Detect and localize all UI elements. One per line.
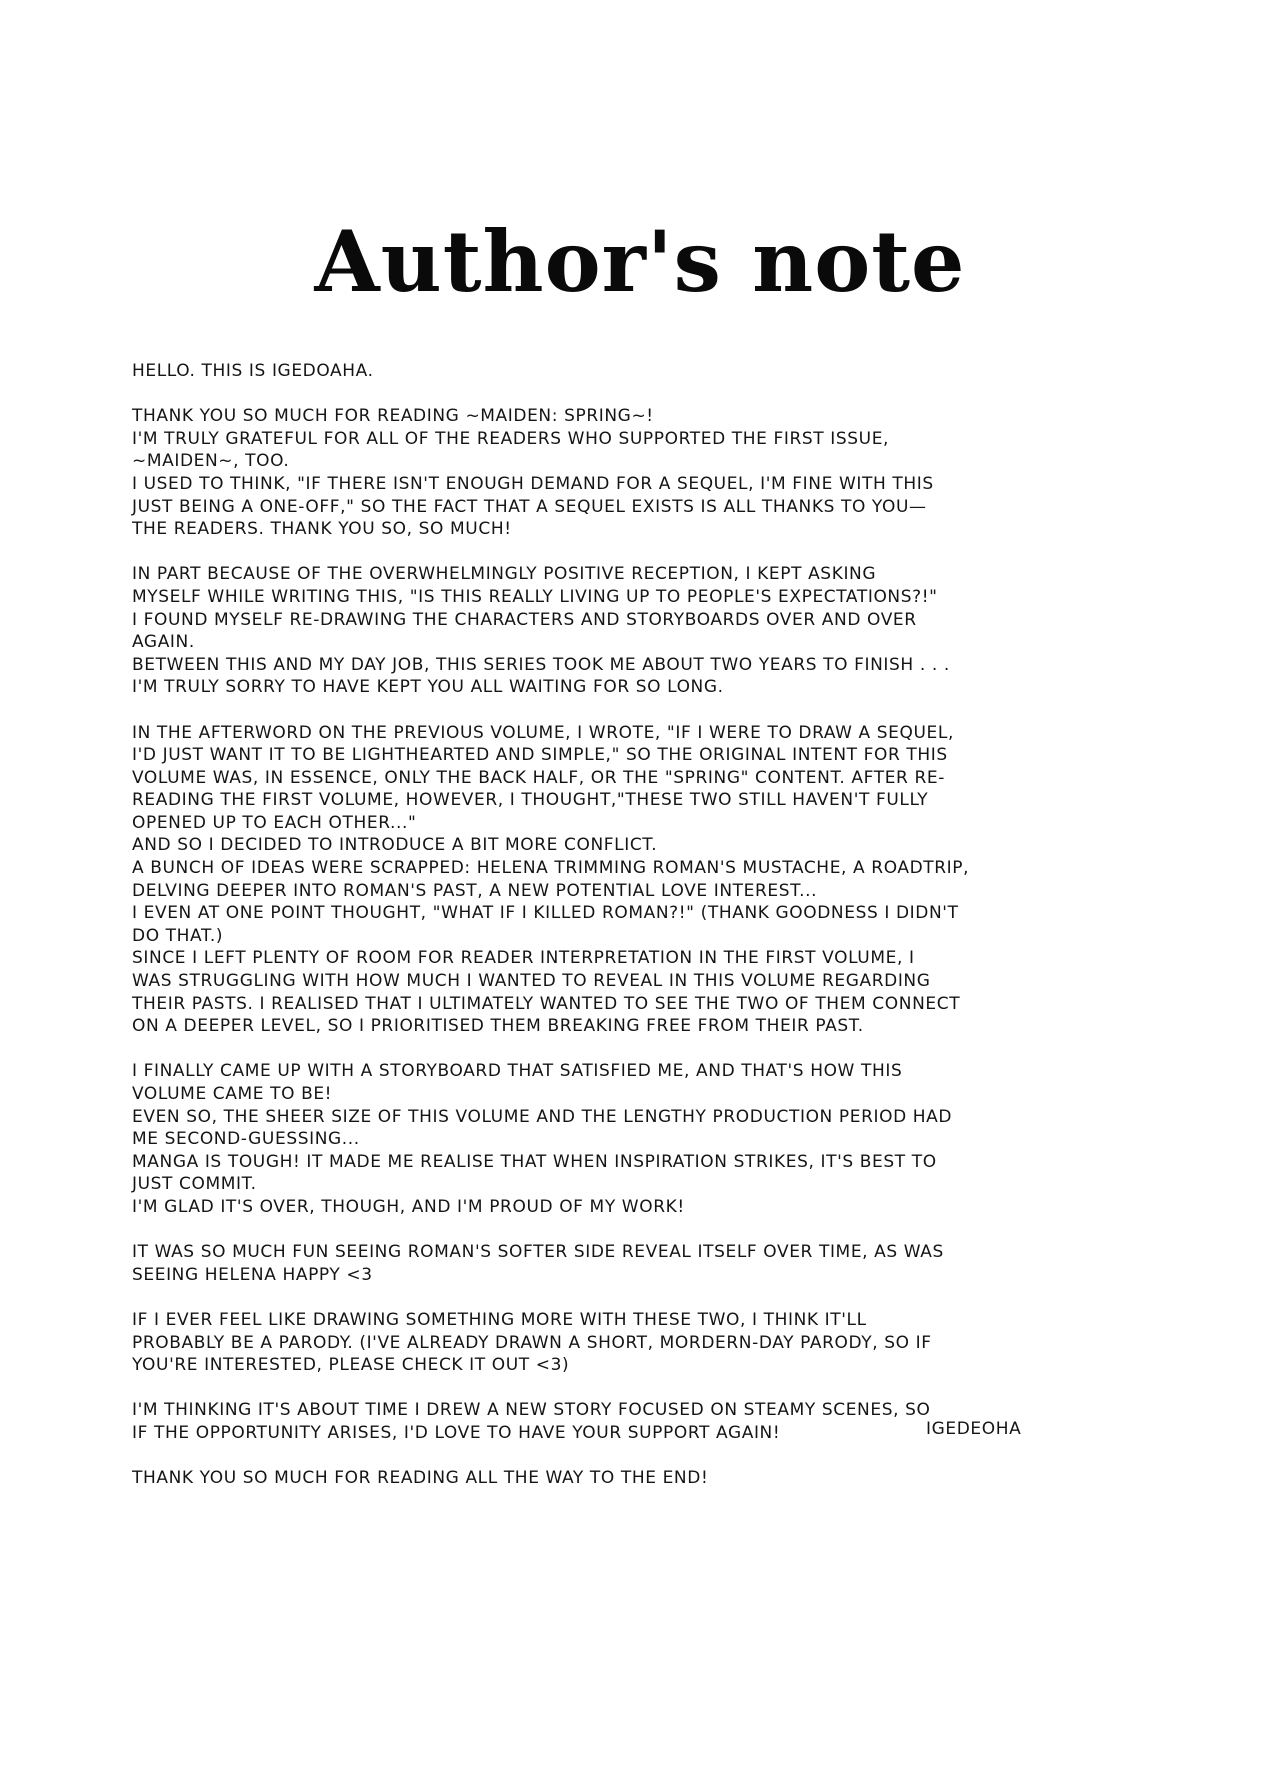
text-line: THANK YOU SO MUCH FOR READING ~MAIDEN: SPRING~!: [132, 406, 654, 427]
text-line: THANK YOU SO MUCH FOR READING ALL THE WAY TO THE END!: [132, 1468, 709, 1489]
paragraph: [132, 1060, 1132, 1218]
author-signature: IGEDEOHA: [926, 1419, 1022, 1439]
text-line: IN PART BECAUSE OF THE OVERWHELMINGLY POSITIVE RECEPTION, I KEPT ASKING: [132, 564, 877, 585]
text-line: SEEING HELENA HAPPY <3: [132, 1264, 373, 1285]
text-line: I'D JUST WANT IT TO BE LIGHTHEARTED AND SIMPLE," SO THE ORIGINAL INTENT FOR THIS: [132, 745, 948, 766]
paragraph: [132, 360, 1132, 383]
text-line: IF THE OPPORTUNITY ARISES, I'D LOVE TO HAVE YOUR SUPPORT AGAIN!: [132, 1422, 781, 1443]
text-line: ~MAIDEN~, TOO.: [132, 451, 290, 472]
text-line: I FINALLY CAME UP WITH A STORYBOARD THAT SATISFIED ME, AND THAT'S HOW THIS: [132, 1061, 903, 1082]
text-line: IF I EVER FEEL LIKE DRAWING SOMETHING MORE WITH THESE TWO, I THINK IT'LL: [132, 1309, 867, 1330]
text-line: VOLUME CAME TO BE!: [132, 1084, 333, 1104]
text-line: JUST BEING A ONE-OFF," SO THE FACT THAT A SEQUEL EXISTS IS ALL THANKS TO YOU—: [132, 496, 927, 517]
paragraph: [132, 405, 1132, 541]
paragraph: [132, 722, 1132, 1038]
paragraph: [132, 1241, 1132, 1286]
text-line: I USED TO THINK, "IF THERE ISN'T ENOUGH DEMAND FOR A SEQUEL, I'M FINE WITH THIS: [132, 473, 934, 494]
text-line: A BUNCH OF IDEAS WERE SCRAPPED: HELENA TRIMMING ROMAN'S MUSTACHE, A ROADTRIP,: [132, 858, 970, 879]
text-line: THE READERS. THANK YOU SO, SO MUCH!: [132, 519, 512, 540]
text-line: IN THE AFTERWORD ON THE PREVIOUS VOLUME, I WROTE, "IF I WERE TO DRAW A SEQUEL,: [132, 722, 954, 743]
text-line: AGAIN.: [132, 632, 195, 653]
text-line: IT WAS SO MUCH FUN SEEING ROMAN'S SOFTER SIDE REVEAL ITSELF OVER TIME, AS WAS: [132, 1242, 944, 1263]
text-line: EVEN SO, THE SHEER SIZE OF THIS VOLUME AND THE LENGTHY PRODUCTION PERIOD HAD: [132, 1106, 953, 1127]
text-line: MYSELF WHILE WRITING THIS, "IS THIS REALLY LIVING UP TO PEOPLE'S EXPECTATIONS?!": [132, 586, 938, 607]
paragraph: [132, 1309, 1132, 1377]
text-line: HELLO. THIS IS IGEDOAHA.: [132, 361, 374, 381]
text-line: ME SECOND-GUESSING...: [132, 1129, 360, 1150]
text-line: READING THE FIRST VOLUME, HOWEVER, I THOUGHT,"THESE TWO STILL HAVEN'T FULLY: [132, 790, 929, 811]
text-line: THEIR PASTS. I REALISED THAT I ULTIMATELY WANTED TO SEE THE TWO OF THEM CONNECT: [132, 993, 961, 1014]
text-line: SINCE I LEFT PLENTY OF ROOM FOR READER INTERPRETATION IN THE FIRST VOLUME, I: [132, 948, 915, 969]
text-line: BETWEEN THIS AND MY DAY JOB, THIS SERIES TOOK ME ABOUT TWO YEARS TO FINISH . . .: [132, 654, 950, 675]
text-line: VOLUME WAS, IN ESSENCE, ONLY THE BACK HALF, OR THE "SPRING" CONTENT. AFTER RE-: [132, 767, 945, 788]
text-line: I FOUND MYSELF RE-DRAWING THE CHARACTERS AND STORYBOARDS OVER AND OVER: [132, 609, 917, 630]
paragraph: [132, 563, 1132, 699]
text-line: DO THAT.): [132, 925, 224, 946]
page-title: Author's note: [314, 212, 966, 311]
note-body: [132, 360, 1132, 1512]
text-line: I'M TRULY SORRY TO HAVE KEPT YOU ALL WAITING FOR SO LONG.: [132, 677, 724, 698]
text-line: WAS STRUGGLING WITH HOW MUCH I WANTED TO REVEAL IN THIS VOLUME REGARDING: [132, 971, 931, 992]
text-line: I'M THINKING IT'S ABOUT TIME I DREW A NEW STORY FOCUSED ON STEAMY SCENES, SO: [132, 1400, 931, 1421]
text-line: ON A DEEPER LEVEL, SO I PRIORITISED THEM BREAKING FREE FROM THEIR PAST.: [132, 1016, 864, 1037]
text-line: DELVING DEEPER INTO ROMAN'S PAST, A NEW POTENTIAL LOVE INTEREST...: [132, 880, 818, 901]
text-line: OPENED UP TO EACH OTHER...": [132, 812, 417, 833]
text-line: MANGA IS TOUGH! IT MADE ME REALISE THAT WHEN INSPIRATION STRIKES, IT'S BEST TO: [132, 1151, 937, 1172]
text-line: I'M TRULY GRATEFUL FOR ALL OF THE READERS WHO SUPPORTED THE FIRST ISSUE,: [132, 428, 890, 449]
text-line: I'M GLAD IT'S OVER, THOUGH, AND I'M PROUD OF MY WORK!: [132, 1196, 685, 1217]
text-line: PROBABLY BE A PARODY. (I'VE ALREADY DRAWN A SHORT, MORDERN-DAY PARODY, SO IF: [132, 1332, 932, 1353]
paragraph: [132, 1467, 1132, 1490]
text-line: AND SO I DECIDED TO INTRODUCE A BIT MORE CONFLICT.: [132, 835, 658, 856]
text-line: I EVEN AT ONE POINT THOUGHT, "WHAT IF I KILLED ROMAN?!" (THANK GOODNESS I DIDN'T: [132, 903, 959, 924]
text-line: YOU'RE INTERESTED, PLEASE CHECK IT OUT <3): [132, 1355, 570, 1376]
text-line: JUST COMMIT.: [132, 1174, 257, 1195]
